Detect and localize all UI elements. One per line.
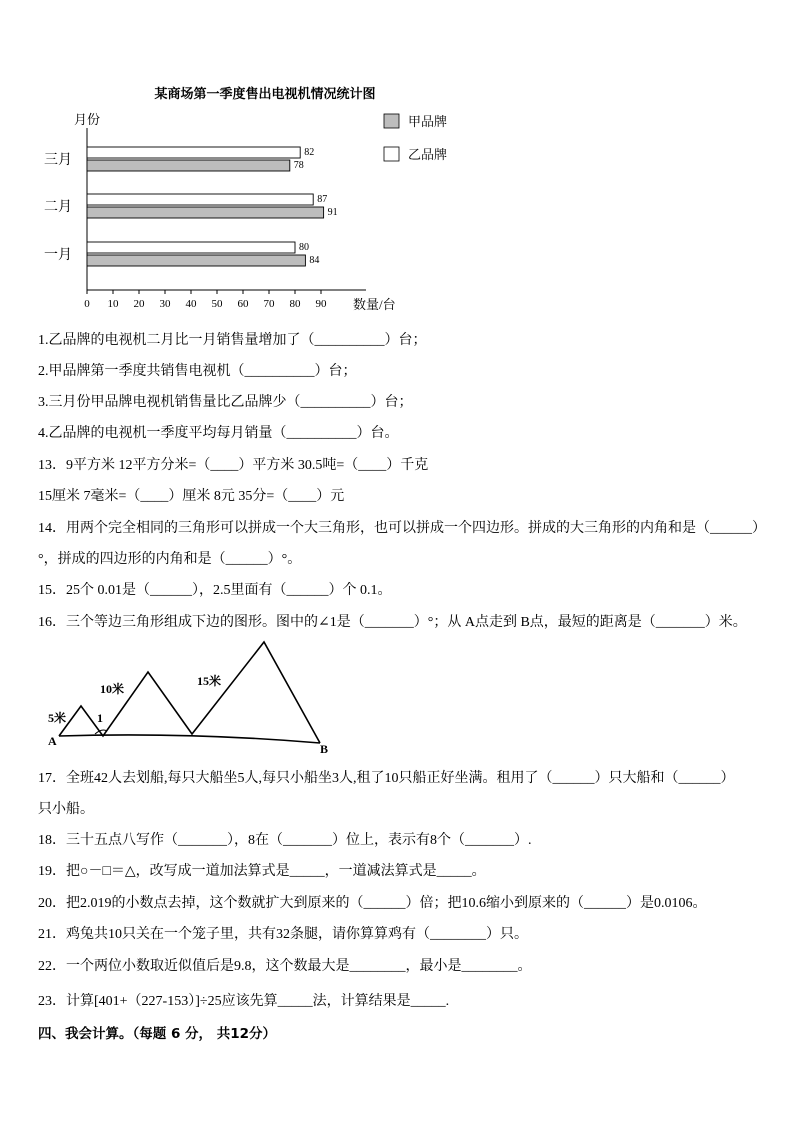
point-b-label: B	[320, 742, 329, 756]
x-tick-label: 0	[84, 298, 90, 310]
chart-title: 某商场第一季度售出电视机情况统计图	[154, 87, 376, 102]
category-labels	[44, 152, 72, 263]
question-17-line1: 17．全班42人去划船,每只大船坐5人,每只小船坐3人,租了10只船正好坐满。租用了（______）只大船和（______）	[38, 771, 735, 786]
question-14-line2: °，拼成的四边形的内角和是（______）°。	[38, 552, 302, 567]
x-tick-label: 60	[237, 298, 249, 310]
question-18: 18．三十五点八写作（_______），8在（_______）位上，表示有8个（_______）.	[38, 833, 532, 848]
question-15: 15．25个 0.01是（______），2.5里面有（______）个 0.1。	[38, 583, 392, 598]
y-axis-label: 月份	[74, 112, 101, 127]
bar-value-label: 87	[317, 194, 328, 205]
bar	[87, 255, 305, 266]
question-3: 3.三月份甲品牌电视机销售量比乙品牌少（__________）台；	[38, 395, 413, 410]
category-label: 一月	[44, 248, 72, 263]
category-label: 三月	[44, 153, 72, 168]
x-tick-label: 90	[315, 298, 327, 310]
triangle-figure	[40, 636, 340, 756]
side-15m-label: 15米	[197, 674, 222, 688]
x-tick-label: 70	[263, 298, 275, 310]
question-13-line2: 15厘米 7毫米=（____）厘米 8元 35分=（____）元	[38, 489, 345, 504]
category-label: 二月	[44, 200, 72, 215]
question-16: 16．三个等边三角形组成下边的图形。图中的∠1是（_______）°；从 A点走到 B点，最短的距离是（_______）米。	[38, 615, 747, 630]
x-tick-label: 20	[133, 298, 145, 310]
question-20: 20．把2.019的小数点去掉，这个数就扩大到原来的（______）倍；把10.6缩小到原来的（______）是0.0106。	[38, 896, 707, 911]
triangle-figure-svg	[40, 636, 340, 756]
bar-value-label: 78	[293, 160, 304, 171]
bar	[87, 147, 300, 158]
x-tick-label: 50	[211, 298, 223, 310]
question-2: 2.甲品牌第一季度共销售电视机（__________）台；	[38, 364, 357, 379]
point-a-label: A	[48, 734, 57, 748]
legend-label-yi: 乙品牌	[408, 147, 448, 162]
angle-1-label: 1	[97, 711, 103, 725]
question-14-line1: 14．用两个完全相同的三角形可以拼成一个大三角形，也可以拼成一个四边形。拼成的大三角形的内角和是（______）	[38, 521, 766, 536]
legend-swatch-jia	[384, 114, 399, 128]
x-tick-label: 30	[159, 298, 171, 310]
question-23: 23．计算[401+（227-153）]÷25应该先算_____法，计算结果是_____.	[38, 994, 450, 1009]
triangle-outline	[59, 642, 320, 743]
bar-value-label: 91	[327, 207, 338, 218]
bar	[87, 207, 324, 218]
legend-label-jia: 甲品牌	[408, 114, 448, 129]
x-axis-label: 数量/台	[353, 297, 396, 312]
bar-value-label: 82	[304, 147, 315, 158]
question-21: 21．鸡兔共10只关在一个笼子里，共有32条腿，请你算算鸡有（________）只。	[38, 927, 528, 942]
question-17-line2: 只小船。	[38, 802, 94, 817]
side-5m-label: 5米	[48, 711, 67, 725]
legend	[384, 114, 447, 162]
x-ticks	[84, 290, 327, 310]
base-line	[59, 735, 320, 743]
bar	[87, 160, 290, 171]
x-tick-label: 10	[107, 298, 119, 310]
bar-chart	[30, 78, 470, 318]
bar-value-label: 80	[299, 242, 309, 253]
x-tick-label: 40	[185, 298, 197, 310]
bar	[87, 242, 295, 253]
section-heading: 四、我会计算。（每题 6 分， 共12分）	[38, 1026, 277, 1042]
question-4: 4.乙品牌的电视机一季度平均每月销量（__________）台。	[38, 426, 399, 441]
bars	[87, 147, 338, 266]
legend-swatch-yi	[384, 147, 399, 161]
bar	[87, 194, 313, 205]
x-tick-label: 80	[289, 298, 301, 310]
bar-value-label: 84	[309, 255, 320, 266]
chart-svg	[30, 78, 470, 318]
side-10m-label: 10米	[100, 682, 125, 696]
question-22: 22．一个两位小数取近似值后是9.8，这个数最大是________，最小是________。	[38, 959, 532, 974]
question-19: 19．把○－□＝△，改写成一道加法算式是_____，一道减法算式是_____。	[38, 864, 486, 879]
question-13-line1: 13．9平方米 12平方分米=（____）平方米 30.5吨=（____）千克	[38, 458, 429, 473]
question-1: 1.乙品牌的电视机二月比一月销售量增加了（__________）台；	[38, 333, 427, 348]
